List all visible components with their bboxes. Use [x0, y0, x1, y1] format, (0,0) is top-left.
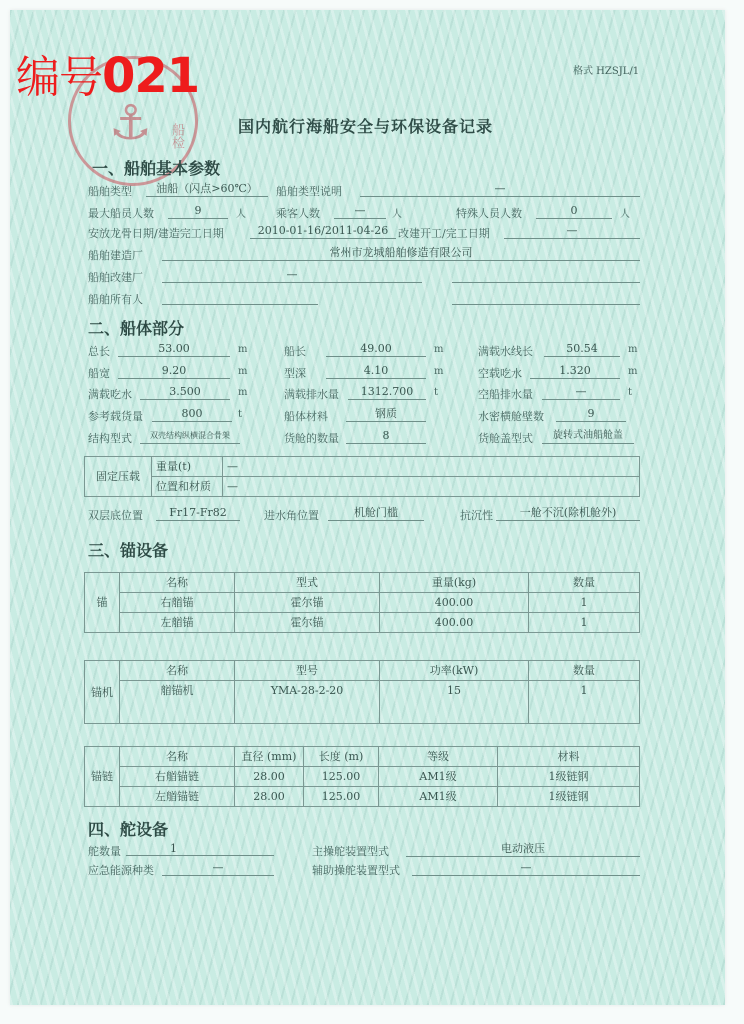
table-row	[85, 681, 640, 724]
full-displacement-unit: t	[434, 387, 439, 398]
double-bottom-label: 双层底位置	[88, 509, 143, 522]
anchor-name: 右艏锚	[120, 593, 235, 613]
light-draft-value: 1.320	[530, 364, 620, 379]
hold-count-value: 8	[346, 429, 426, 444]
ship-length-value: 49.00	[326, 342, 426, 357]
chain-header-diameter: 直径 (mm)	[235, 747, 304, 767]
chain-header-grade: 等级	[379, 747, 498, 767]
unsinkable-label: 抗沉性	[460, 509, 493, 522]
ballast-weight-label: 重量(t)	[152, 457, 223, 477]
owner-line-2	[452, 290, 640, 305]
hatch-cover-label: 货舱盖型式	[478, 432, 533, 445]
anchor-quantity: 1	[529, 613, 640, 633]
bulkhead-count-value: 9	[556, 407, 626, 422]
section2-heading: 二、船体部分	[88, 319, 185, 338]
windlass-model: YMA-28-2-20	[235, 681, 380, 724]
anchor-header-weight: 重量(kg)	[380, 573, 529, 593]
chain-header-name: 名称	[120, 747, 235, 767]
main-steering-value: 电动液压	[406, 842, 640, 857]
structure-type-value: 双壳结构纵横混合骨架	[140, 429, 240, 444]
full-displacement-value: 1312.700	[348, 385, 426, 400]
chain-header-material: 材料	[498, 747, 640, 767]
special-personnel-unit: 人	[620, 209, 630, 220]
breadth-value: 9.20	[118, 364, 230, 379]
table-row	[85, 593, 640, 613]
ship-type-desc-value: —	[360, 182, 640, 197]
windlass-header-power: 功率(kW)	[380, 661, 529, 681]
format-code: 格式 HZSJL/1	[573, 66, 640, 77]
anchor-type: 霍尔锚	[235, 593, 380, 613]
emergency-power-value: —	[162, 861, 274, 876]
hold-count-label: 货舱的数量	[284, 432, 339, 445]
special-personnel-label: 特殊人员人数	[456, 207, 522, 220]
section1-heading: 一、船舶基本参数	[92, 159, 221, 178]
full-draft-unit: m	[238, 387, 248, 398]
waterline-length-value: 50.54	[544, 342, 620, 357]
length-overall-unit: m	[238, 344, 248, 355]
hull-material-label: 船体材料	[284, 410, 328, 423]
builder-value: 常州市龙城船舶修造有限公司	[162, 246, 640, 261]
serial-prefix: 编号	[16, 52, 102, 103]
full-draft-label: 满载吃水	[88, 388, 132, 401]
full-draft-value: 3.500	[140, 385, 230, 400]
ship-type-desc-label: 船舶类型说明	[276, 185, 342, 198]
chain-diameter: 28.00	[235, 787, 304, 807]
anchor-type: 霍尔锚	[235, 613, 380, 633]
anchor-weight: 400.00	[380, 593, 529, 613]
windlass-header-model: 型号	[235, 661, 380, 681]
chain-name: 左艏锚链	[120, 787, 235, 807]
passengers-unit: 人	[392, 209, 402, 220]
ship-type-label: 船舶类型	[88, 185, 132, 198]
owner-label: 船舶所有人	[88, 293, 143, 306]
windlass-row-label: 锚机	[85, 661, 120, 724]
serial-number-overlay	[16, 48, 200, 104]
depth-unit: m	[434, 366, 444, 377]
special-personnel-value: 0	[536, 204, 612, 219]
aux-steering-value: —	[412, 861, 640, 876]
waterline-length-label: 满载水线长	[478, 345, 533, 358]
full-displacement-label: 满载排水量	[284, 388, 339, 401]
structure-type-label: 结构型式	[88, 432, 132, 445]
anchor-row-label: 锚	[85, 573, 120, 633]
windlass-quantity: 1	[529, 681, 640, 724]
section3-heading: 三、锚设备	[88, 541, 169, 560]
flooding-angle-value: 机舱门槛	[328, 506, 424, 521]
builder-label: 船舶建造厂	[88, 249, 143, 262]
length-overall-label: 总长	[88, 345, 110, 358]
anchor-header-type: 型式	[235, 573, 380, 593]
rebuilder-value: —	[162, 268, 422, 283]
aux-steering-label: 辅助操舵装置型式	[312, 864, 400, 877]
chain-length: 125.00	[304, 767, 379, 787]
rudder-count-label: 舵数量	[88, 845, 121, 858]
windlass-power: 15	[380, 681, 529, 724]
windlass-header-name: 名称	[120, 661, 235, 681]
anchor-quantity: 1	[529, 593, 640, 613]
passengers-value: —	[334, 204, 386, 219]
anchor-name: 左艏锚	[120, 613, 235, 633]
rudder-count-value: 1	[126, 842, 274, 856]
light-draft-label: 空载吃水	[478, 367, 522, 380]
section4-heading: 四、舵设备	[88, 820, 169, 839]
hatch-cover-value: 旋转式油船舱盖	[542, 429, 634, 444]
depth-value: 4.10	[326, 364, 426, 379]
depth-label: 型深	[284, 367, 306, 380]
chain-material: 1级链钢	[498, 767, 640, 787]
chain-name: 右艏锚链	[120, 767, 235, 787]
rebuild-date-value: —	[504, 224, 640, 239]
unsinkable-value: 一舱不沉(除机舱外)	[496, 506, 640, 521]
length-overall-value: 53.00	[118, 342, 230, 357]
reference-cargo-value: 800	[152, 407, 232, 422]
light-draft-unit: m	[628, 366, 638, 377]
chain-header-length: 长度 (m)	[304, 747, 379, 767]
chain-diameter: 28.00	[235, 767, 304, 787]
double-bottom-value: Fr17-Fr82	[156, 506, 240, 521]
light-displacement-label: 空船排水量	[478, 388, 533, 401]
windlass-table	[84, 660, 640, 724]
main-steering-label: 主操舵装置型式	[312, 845, 389, 858]
anchor-weight: 400.00	[380, 613, 529, 633]
anchor-header-quantity: 数量	[529, 573, 640, 593]
ballast-weight-value: —	[223, 457, 640, 477]
anchor-icon: ⚓	[109, 95, 153, 151]
breadth-unit: m	[238, 366, 248, 377]
ballast-location-value: —	[223, 477, 640, 497]
table-row	[85, 613, 640, 633]
windlass-header-quantity: 数量	[529, 661, 640, 681]
anchor-table	[84, 572, 640, 633]
windlass-name: 艏锚机	[120, 681, 235, 724]
anchor-header-name: 名称	[120, 573, 235, 593]
ship-type-value: 油船（闪点>60℃）	[146, 182, 268, 197]
chain-length: 125.00	[304, 787, 379, 807]
rebuild-date-label: 改建开工/完工日期	[398, 227, 490, 240]
table-row	[85, 787, 640, 807]
document-title: 国内航行海船安全与环保设备记录	[238, 117, 494, 136]
chain-grade: AM1级	[379, 767, 498, 787]
serial-number: 021	[102, 48, 200, 104]
fixed-ballast-table	[84, 456, 640, 497]
owner-value	[162, 290, 318, 305]
chain-grade: AM1级	[379, 787, 498, 807]
stamp-text: 船检	[169, 123, 184, 149]
bulkhead-count-label: 水密横舱壁数	[478, 410, 544, 423]
breadth-label: 船宽	[88, 367, 110, 380]
waterline-length-unit: m	[628, 344, 638, 355]
light-displacement-unit: t	[628, 387, 633, 398]
emergency-power-label: 应急能源种类	[88, 864, 154, 877]
passengers-label: 乘客人数	[276, 207, 320, 220]
chain-row-label: 锚链	[85, 747, 120, 807]
flooding-angle-label: 进水角位置	[264, 509, 319, 522]
anchor-chain-table	[84, 746, 640, 807]
chain-material: 1级链钢	[498, 787, 640, 807]
fixed-ballast-label: 固定压载	[85, 457, 152, 497]
light-displacement-value: —	[542, 385, 620, 400]
rebuilder-label: 船舶改建厂	[88, 271, 143, 284]
max-crew-value: 9	[168, 204, 228, 219]
table-row	[85, 767, 640, 787]
reference-cargo-label: 参考载货量	[88, 410, 143, 423]
rebuilder-line-2	[452, 268, 640, 283]
max-crew-label: 最大船员人数	[88, 207, 154, 220]
max-crew-unit: 人	[236, 209, 246, 220]
keel-date-label: 安放龙骨日期/建造完工日期	[88, 227, 224, 240]
hull-material-value: 钢质	[346, 407, 426, 422]
ship-length-unit: m	[434, 344, 444, 355]
ship-length-label: 船长	[284, 345, 306, 358]
reference-cargo-unit: t	[238, 409, 243, 420]
keel-date-value: 2010-01-16/2011-04-26	[250, 224, 396, 239]
ballast-location-label: 位置和材质	[152, 477, 223, 497]
